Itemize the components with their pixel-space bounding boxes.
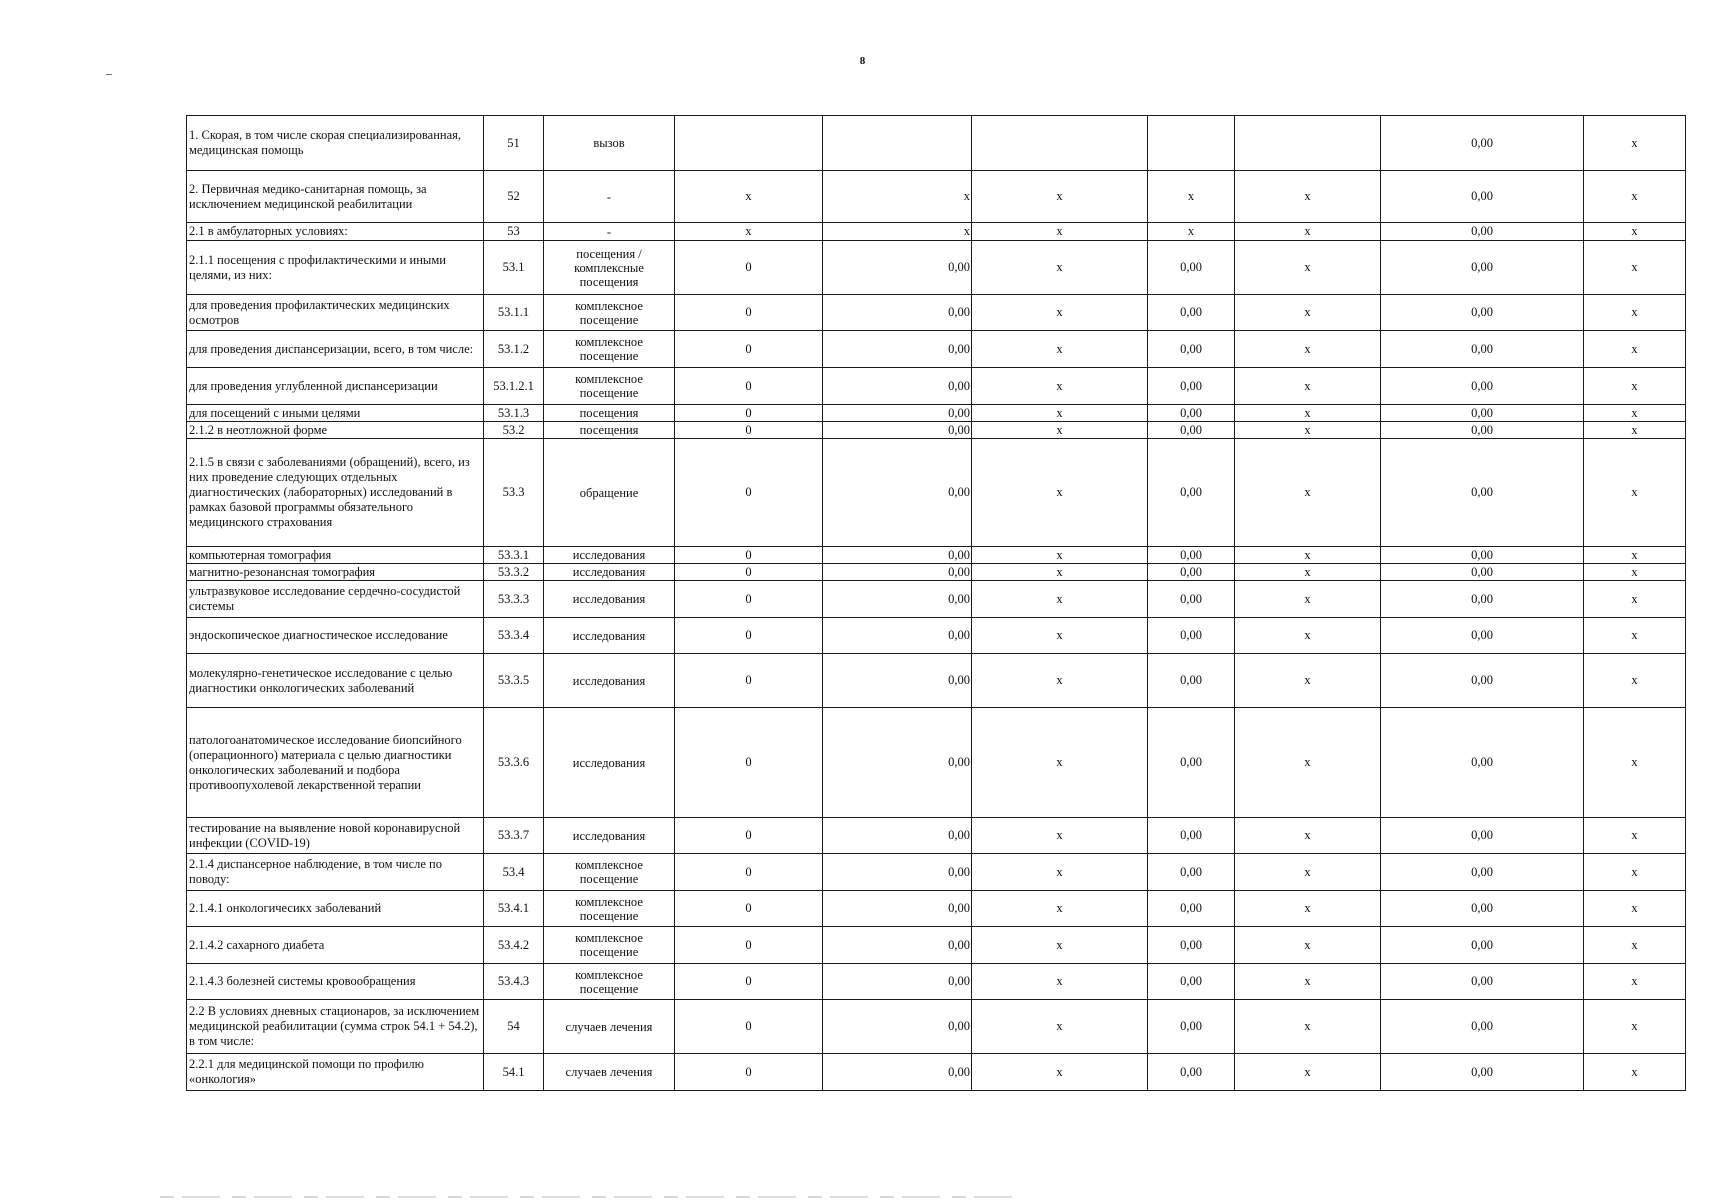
cell-col-8: x <box>1235 1000 1381 1054</box>
table-row <box>187 223 1686 241</box>
row-unit: комплексное посещение <box>544 854 675 891</box>
table-row <box>187 891 1686 927</box>
cell-col-5: 0,00 <box>823 439 972 547</box>
row-code: 54.1 <box>484 1054 544 1091</box>
table-row <box>187 618 1686 654</box>
cell-col-4: 0 <box>675 654 823 708</box>
cell-col-6: x <box>972 927 1148 964</box>
row-name: 2.2.1 для медицинской помощи по профилю «онкология» <box>187 1054 484 1091</box>
cell-col-8: x <box>1235 422 1381 439</box>
cell-col-10: x <box>1584 241 1686 295</box>
cell-col-5: 0,00 <box>823 422 972 439</box>
row-code: 53.3.4 <box>484 618 544 654</box>
row-name: компьютерная томография <box>187 547 484 564</box>
row-unit: исследования <box>544 818 675 854</box>
cell-col-8: x <box>1235 708 1381 818</box>
cell-col-10: x <box>1584 927 1686 964</box>
row-name: 2.1 в амбулаторных условиях: <box>187 223 484 241</box>
table-row <box>187 368 1686 405</box>
cell-col-8: x <box>1235 654 1381 708</box>
cell-col-10: x <box>1584 439 1686 547</box>
cell-col-6: x <box>972 171 1148 223</box>
cell-col-10: x <box>1584 295 1686 331</box>
table-row <box>187 964 1686 1000</box>
cell-col-7: 0,00 <box>1148 581 1235 618</box>
row-code: 53.1.2 <box>484 331 544 368</box>
cell-col-4: 0 <box>675 547 823 564</box>
row-code: 53.3.3 <box>484 581 544 618</box>
cell-col-8: x <box>1235 223 1381 241</box>
cell-col-7 <box>1148 116 1235 171</box>
cell-col-10: x <box>1584 547 1686 564</box>
row-name: эндоскопическое диагностическое исследование <box>187 618 484 654</box>
cell-col-8: x <box>1235 295 1381 331</box>
cell-col-10: x <box>1584 223 1686 241</box>
cell-col-10: x <box>1584 708 1686 818</box>
cell-col-5: 0,00 <box>823 241 972 295</box>
row-code: 53.4.3 <box>484 964 544 1000</box>
cell-col-6: x <box>972 618 1148 654</box>
cell-col-8: x <box>1235 439 1381 547</box>
row-name: 2.1.2 в неотложной форме <box>187 422 484 439</box>
cell-col-4: 0 <box>675 422 823 439</box>
cell-col-9: 0,00 <box>1381 964 1584 1000</box>
cell-col-5: 0,00 <box>823 331 972 368</box>
row-name: для проведения диспансеризации, всего, в том числе: <box>187 331 484 368</box>
table-row <box>187 927 1686 964</box>
table-row <box>187 405 1686 422</box>
row-unit: комплексное посещение <box>544 891 675 927</box>
scan-noise <box>160 1196 1020 1198</box>
cell-col-4: 0 <box>675 927 823 964</box>
cell-col-10: x <box>1584 1000 1686 1054</box>
cell-col-9: 0,00 <box>1381 618 1584 654</box>
table-row <box>187 422 1686 439</box>
row-name: тестирование на выявление новой коронавирусной инфекции (COVID-19) <box>187 818 484 854</box>
row-code: 51 <box>484 116 544 171</box>
cell-col-6: x <box>972 854 1148 891</box>
table-row <box>187 241 1686 295</box>
cell-col-7: x <box>1148 223 1235 241</box>
page-number: 8 <box>859 55 866 67</box>
cell-col-5: 0,00 <box>823 581 972 618</box>
row-unit: обращение <box>544 439 675 547</box>
cell-col-7: 0,00 <box>1148 818 1235 854</box>
row-code: 53.3.1 <box>484 547 544 564</box>
row-name: 2.1.4 диспансерное наблюдение, в том числе по поводу: <box>187 854 484 891</box>
cell-col-7: x <box>1148 171 1235 223</box>
table-row <box>187 818 1686 854</box>
cell-col-5: 0,00 <box>823 927 972 964</box>
cell-col-7: 0,00 <box>1148 331 1235 368</box>
cell-col-4: 0 <box>675 964 823 1000</box>
cell-col-6: x <box>972 818 1148 854</box>
cell-col-10: x <box>1584 581 1686 618</box>
cell-col-6: x <box>972 405 1148 422</box>
row-name: 2.1.1 посещения с профилактическими и иными целями, из них: <box>187 241 484 295</box>
cell-col-10: x <box>1584 964 1686 1000</box>
cell-col-5: 0,00 <box>823 964 972 1000</box>
cell-col-8: x <box>1235 171 1381 223</box>
cell-col-8: x <box>1235 927 1381 964</box>
cell-col-10: x <box>1584 405 1686 422</box>
cell-col-8: x <box>1235 405 1381 422</box>
cell-col-7: 0,00 <box>1148 368 1235 405</box>
row-unit: исследования <box>544 564 675 581</box>
row-code: 53.1.3 <box>484 405 544 422</box>
cell-col-4: x <box>675 171 823 223</box>
table-row <box>187 654 1686 708</box>
row-unit: - <box>544 171 675 223</box>
cell-col-6: x <box>972 891 1148 927</box>
table-row <box>187 439 1686 547</box>
cell-col-6: x <box>972 368 1148 405</box>
cell-col-10: x <box>1584 654 1686 708</box>
row-unit: случаев лечения <box>544 1000 675 1054</box>
cell-col-10: x <box>1584 564 1686 581</box>
row-unit: исследования <box>544 547 675 564</box>
row-name: магнитно-резонансная томография <box>187 564 484 581</box>
cell-col-10: x <box>1584 422 1686 439</box>
cell-col-9: 0,00 <box>1381 654 1584 708</box>
cell-col-9: 0,00 <box>1381 405 1584 422</box>
cell-col-5: 0,00 <box>823 618 972 654</box>
cell-col-6: x <box>972 223 1148 241</box>
cell-col-4: 0 <box>675 564 823 581</box>
row-unit: исследования <box>544 618 675 654</box>
cell-col-8: x <box>1235 547 1381 564</box>
cell-col-8: x <box>1235 564 1381 581</box>
cell-col-5: 0,00 <box>823 368 972 405</box>
row-name: 1. Скорая, в том числе скорая специализированная, медицинская помощь <box>187 116 484 171</box>
cell-col-10: x <box>1584 891 1686 927</box>
cell-col-6: x <box>972 1000 1148 1054</box>
cell-col-7: 0,00 <box>1148 405 1235 422</box>
row-name: молекулярно-генетическое исследование с целью диагностики онкологических заболеваний <box>187 654 484 708</box>
cell-col-8: x <box>1235 854 1381 891</box>
cell-col-7: 0,00 <box>1148 1054 1235 1091</box>
row-unit: исследования <box>544 581 675 618</box>
cell-col-8: x <box>1235 581 1381 618</box>
cell-col-6: x <box>972 581 1148 618</box>
cell-col-4: 0 <box>675 241 823 295</box>
cell-col-9: 0,00 <box>1381 927 1584 964</box>
cell-col-5: 0,00 <box>823 405 972 422</box>
cell-col-7: 0,00 <box>1148 295 1235 331</box>
table-row <box>187 331 1686 368</box>
cell-col-5: 0,00 <box>823 547 972 564</box>
cell-col-9: 0,00 <box>1381 223 1584 241</box>
cell-col-4: 0 <box>675 1054 823 1091</box>
row-code: 53.4.2 <box>484 927 544 964</box>
row-code: 53.3.5 <box>484 654 544 708</box>
cell-col-6: x <box>972 708 1148 818</box>
cell-col-6: x <box>972 564 1148 581</box>
table-row <box>187 1000 1686 1054</box>
row-name: для проведения углубленной диспансеризации <box>187 368 484 405</box>
cell-col-7: 0,00 <box>1148 547 1235 564</box>
cell-col-5: 0,00 <box>823 654 972 708</box>
cell-col-10: x <box>1584 368 1686 405</box>
cell-col-9: 0,00 <box>1381 564 1584 581</box>
cell-col-9: 0,00 <box>1381 1054 1584 1091</box>
row-code: 53.2 <box>484 422 544 439</box>
row-unit: посещения <box>544 405 675 422</box>
cell-col-8: x <box>1235 618 1381 654</box>
cell-col-5: 0,00 <box>823 891 972 927</box>
row-code: 53 <box>484 223 544 241</box>
table-row <box>187 854 1686 891</box>
cell-col-5: 0,00 <box>823 1000 972 1054</box>
row-code: 53.1 <box>484 241 544 295</box>
cell-col-5 <box>823 116 972 171</box>
cell-col-4: 0 <box>675 439 823 547</box>
cell-col-4: 0 <box>675 581 823 618</box>
cell-col-7: 0,00 <box>1148 241 1235 295</box>
cell-col-5: 0,00 <box>823 708 972 818</box>
row-unit: исследования <box>544 654 675 708</box>
cell-col-7: 0,00 <box>1148 654 1235 708</box>
row-code: 53.1.2.1 <box>484 368 544 405</box>
table-row <box>187 581 1686 618</box>
row-name: для посещений с иными целями <box>187 405 484 422</box>
cell-col-6: x <box>972 241 1148 295</box>
cell-col-7: 0,00 <box>1148 708 1235 818</box>
row-code: 53.4.1 <box>484 891 544 927</box>
row-name: ультразвуковое исследование сердечно-сосудистой системы <box>187 581 484 618</box>
cell-col-9: 0,00 <box>1381 818 1584 854</box>
cell-col-9: 0,00 <box>1381 891 1584 927</box>
row-unit: исследования <box>544 708 675 818</box>
row-name: 2.1.5 в связи с заболеваниями (обращений), всего, из них проведение следующих отдельных диагностических (лабораторных) исследований в рамках базовой программы обязательного медицинского страхования <box>187 439 484 547</box>
row-name: 2. Первичная медико-санитарная помощь, за исключением медицинской реабилитации <box>187 171 484 223</box>
cell-col-9: 0,00 <box>1381 241 1584 295</box>
row-name: для проведения профилактических медицинских осмотров <box>187 295 484 331</box>
cell-col-7: 0,00 <box>1148 439 1235 547</box>
cell-col-5: 0,00 <box>823 564 972 581</box>
cell-col-10: x <box>1584 854 1686 891</box>
cell-col-8 <box>1235 116 1381 171</box>
row-code: 53.1.1 <box>484 295 544 331</box>
row-code: 52 <box>484 171 544 223</box>
cell-col-7: 0,00 <box>1148 854 1235 891</box>
cell-col-6: x <box>972 654 1148 708</box>
cell-col-10: x <box>1584 618 1686 654</box>
cell-col-4: 0 <box>675 331 823 368</box>
cell-col-9: 0,00 <box>1381 171 1584 223</box>
volume-table <box>186 115 1686 1091</box>
cell-col-4: 0 <box>675 405 823 422</box>
cell-col-5: x <box>823 171 972 223</box>
row-unit: посещения <box>544 422 675 439</box>
cell-col-8: x <box>1235 331 1381 368</box>
cell-col-9: 0,00 <box>1381 331 1584 368</box>
cell-col-4: 0 <box>675 818 823 854</box>
row-name: патологоанатомическое исследование биопсийного (операционного) материала с целью диагностики онкологических заболеваний и подбора противоопухолевой лекарственной терапии <box>187 708 484 818</box>
cell-col-4: x <box>675 223 823 241</box>
cell-col-5: 0,00 <box>823 1054 972 1091</box>
cell-col-4: 0 <box>675 708 823 818</box>
row-code: 53.3.6 <box>484 708 544 818</box>
table-row <box>187 171 1686 223</box>
cell-col-6: x <box>972 1054 1148 1091</box>
table-row <box>187 1054 1686 1091</box>
row-code: 53.3.7 <box>484 818 544 854</box>
cell-col-9: 0,00 <box>1381 368 1584 405</box>
row-unit: посещения / комплексные посещения <box>544 241 675 295</box>
cell-col-7: 0,00 <box>1148 618 1235 654</box>
cell-col-10: x <box>1584 1054 1686 1091</box>
row-unit: комплексное посещение <box>544 964 675 1000</box>
cell-col-10: x <box>1584 331 1686 368</box>
row-code: 53.3.2 <box>484 564 544 581</box>
cell-col-7: 0,00 <box>1148 1000 1235 1054</box>
cell-col-6: x <box>972 547 1148 564</box>
cell-col-6: x <box>972 439 1148 547</box>
table-row <box>187 116 1686 171</box>
row-name: 2.1.4.3 болезней системы кровообращения <box>187 964 484 1000</box>
cell-col-4: 0 <box>675 1000 823 1054</box>
cell-col-7: 0,00 <box>1148 564 1235 581</box>
cell-col-7: 0,00 <box>1148 891 1235 927</box>
cell-col-7: 0,00 <box>1148 964 1235 1000</box>
cell-col-8: x <box>1235 818 1381 854</box>
row-code: 53.4 <box>484 854 544 891</box>
cell-col-4: 0 <box>675 891 823 927</box>
row-code: 53.3 <box>484 439 544 547</box>
cell-col-4: 0 <box>675 295 823 331</box>
cell-col-7: 0,00 <box>1148 927 1235 964</box>
row-name: 2.1.4.1 онкологичесикх заболеваний <box>187 891 484 927</box>
cell-col-10: x <box>1584 116 1686 171</box>
table-row <box>187 547 1686 564</box>
cell-col-8: x <box>1235 1054 1381 1091</box>
table-row <box>187 564 1686 581</box>
cell-col-10: x <box>1584 171 1686 223</box>
cell-col-5: 0,00 <box>823 818 972 854</box>
cell-col-9: 0,00 <box>1381 295 1584 331</box>
cell-col-4: 0 <box>675 368 823 405</box>
cell-col-9: 0,00 <box>1381 854 1584 891</box>
cell-col-6: x <box>972 331 1148 368</box>
cell-col-10: x <box>1584 818 1686 854</box>
cell-col-7: 0,00 <box>1148 422 1235 439</box>
cell-col-4 <box>675 116 823 171</box>
row-name: 2.2 В условиях дневных стационаров, за исключением медицинской реабилитации (сумма строк 54.1 + 54.2), в том числе: <box>187 1000 484 1054</box>
row-unit: комплексное посещение <box>544 368 675 405</box>
row-unit: - <box>544 223 675 241</box>
row-unit: вызов <box>544 116 675 171</box>
cell-col-4: 0 <box>675 854 823 891</box>
cell-col-9: 0,00 <box>1381 1000 1584 1054</box>
table-row <box>187 295 1686 331</box>
cell-col-6: x <box>972 964 1148 1000</box>
table-row <box>187 708 1686 818</box>
cell-col-9: 0,00 <box>1381 708 1584 818</box>
cell-col-5: 0,00 <box>823 854 972 891</box>
cell-col-9: 0,00 <box>1381 422 1584 439</box>
row-name: 2.1.4.2 сахарного диабета <box>187 927 484 964</box>
cell-col-8: x <box>1235 241 1381 295</box>
row-code: 54 <box>484 1000 544 1054</box>
cell-col-6: x <box>972 422 1148 439</box>
cell-col-9: 0,00 <box>1381 116 1584 171</box>
row-unit: комплексное посещение <box>544 295 675 331</box>
row-unit: случаев лечения <box>544 1054 675 1091</box>
table-body <box>187 116 1686 1091</box>
cell-col-6: x <box>972 295 1148 331</box>
cell-col-5: x <box>823 223 972 241</box>
cell-col-4: 0 <box>675 618 823 654</box>
cell-col-6 <box>972 116 1148 171</box>
cell-col-8: x <box>1235 964 1381 1000</box>
cell-col-8: x <box>1235 368 1381 405</box>
cell-col-8: x <box>1235 891 1381 927</box>
cell-col-9: 0,00 <box>1381 547 1584 564</box>
scan-mark <box>106 74 112 75</box>
cell-col-9: 0,00 <box>1381 439 1584 547</box>
cell-col-9: 0,00 <box>1381 581 1584 618</box>
row-unit: комплексное посещение <box>544 927 675 964</box>
row-unit: комплексное посещение <box>544 331 675 368</box>
cell-col-5: 0,00 <box>823 295 972 331</box>
